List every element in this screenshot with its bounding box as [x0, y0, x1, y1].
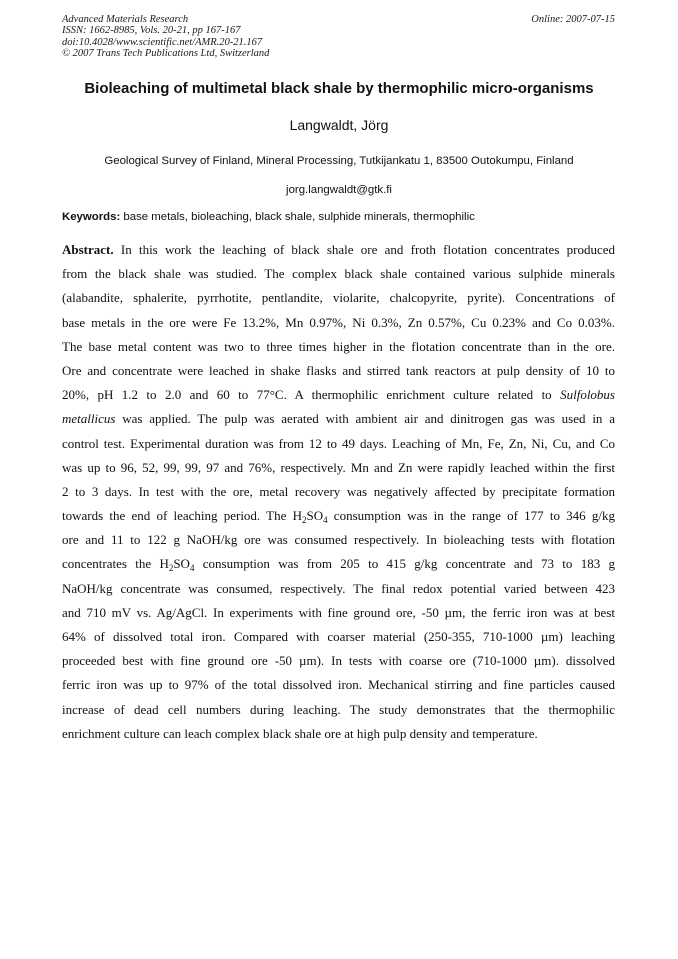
- abstract-line: ore and 11 to 122 g NaOH/kg ore was consumed respectively. In bioleaching tests with flotation: [62, 532, 615, 548]
- abstract-line: The base metal content was two to three times higher in the flotation concentrate than in the ore.: [62, 338, 615, 354]
- publication-header: [62, 14, 615, 60]
- species-name: Sulfolobus: [560, 387, 615, 403]
- abstract-line: and 710 mV vs. Ag/AgCl. In experiments with fine ground ore, -50 µm, the ferric iron was at best: [62, 604, 615, 620]
- abstract-line: (alabandite, sphalerite, pyrrhotite, pentlandite, violarite, chalcopyrite, pyrite). Concentrations of: [62, 290, 615, 306]
- keywords-line: [62, 211, 615, 223]
- abstract-body: [62, 238, 615, 746]
- abstract-line: Abstract. In this work the leaching of black shale ore and froth flotation concentrates produced: [62, 242, 615, 257]
- abstract-line: concentrates the $H_2SO_4$ consumption was from 205 to 415 g/kg concentrate and 73 to 183 g: [62, 556, 615, 574]
- keywords-label: Keywords:: [62, 211, 121, 223]
- abstract-line: control test. Experimental duration was from 12 to 49 days. Leaching of Mn, Fe, Zn, Ni, Cu, and Co: [62, 435, 615, 451]
- abstract-line: was up to 96, 52, 99, 99, 97 and 76%, respectively. Mn and Zn were rapidly leached within the first: [62, 459, 615, 475]
- abstract-line: base metals in the ore were Fe 13.2%, Mn 0.97%, Ni 0.3%, Zn 0.57%, Cu 0.23% and Co 0.03%.: [62, 314, 615, 330]
- abstract-line: 20%, pH 1.2 to 2.0 and 60 to 77°C. A thermophilic enrichment culture related to Sulfolobus: [62, 387, 615, 403]
- paper-title: Bioleaching of multimetal black shale by thermophilic micro-organisms: [84, 80, 594, 97]
- issn-line: ISSN: 1662-8985, Vols. 20-21, pp 167-167: [62, 25, 241, 37]
- doi-line: doi:10.4028/www.scientific.net/AMR.20-21.167: [62, 36, 263, 48]
- abstract-line: increase of dead cell numbers during leaching. The study demonstrates that the thermophilic: [62, 701, 615, 717]
- abstract-line: proceeded best with fine ground ore -50 µm). In tests with coarse ore (710-1000 µm). dissolved: [62, 653, 615, 669]
- abstract-line: ferric iron was up to 97% of the total dissolved iron. Mechanical stirring and fine particles caused: [62, 677, 615, 693]
- author-name: Langwaldt, Jörg: [289, 117, 389, 133]
- author-affiliation: Geological Survey of Finland, Mineral Processing, Tutkijankatu 1, 83500 Outokumpu, Finland: [104, 155, 574, 167]
- species-name: metallicus: [62, 411, 116, 427]
- author-email: jorg.langwaldt@gtk.fi: [286, 184, 392, 196]
- abstract-line: towards the end of leaching period. The $H_2SO_4$ consumption was in the range of 177 to 346 g/kg: [62, 508, 615, 526]
- keywords-text: base metals, bioleaching, black shale, sulphide minerals, thermophilic: [120, 211, 475, 223]
- abstract-label: Abstract.: [62, 242, 114, 257]
- abstract-line: Ore and concentrate were leached in shake flasks and stirred tank reactors at pulp density of 10 to: [62, 362, 615, 378]
- abstract-line: 64% of dissolved total iron. Compared with coarser material (250-355, 710-1000 µm) leaching: [62, 629, 615, 644]
- online-date: Online: 2007-07-15: [531, 14, 615, 25]
- abstract-line: NaOH/kg concentrate was consumed, respectively. The final redox potential varied between 423: [62, 580, 615, 596]
- abstract-line: 2 to 3 days. In test with the ore, metal recovery was negatively affected by precipitate formation: [62, 483, 615, 499]
- abstract-line: enrichment culture can leach complex black shale ore at high pulp density and temperature.: [62, 725, 538, 741]
- journal-name: Advanced Materials Research: [62, 14, 189, 25]
- abstract-line: metallicus was applied. The pulp was aerated with ambient air and dinitrogen gas was used in a: [62, 411, 615, 427]
- abstract-line: from the black shale was studied. The complex black shale contained various sulphide minerals: [62, 266, 615, 282]
- copyright-line: © 2007 Trans Tech Publications Ltd, Switzerland: [62, 48, 270, 60]
